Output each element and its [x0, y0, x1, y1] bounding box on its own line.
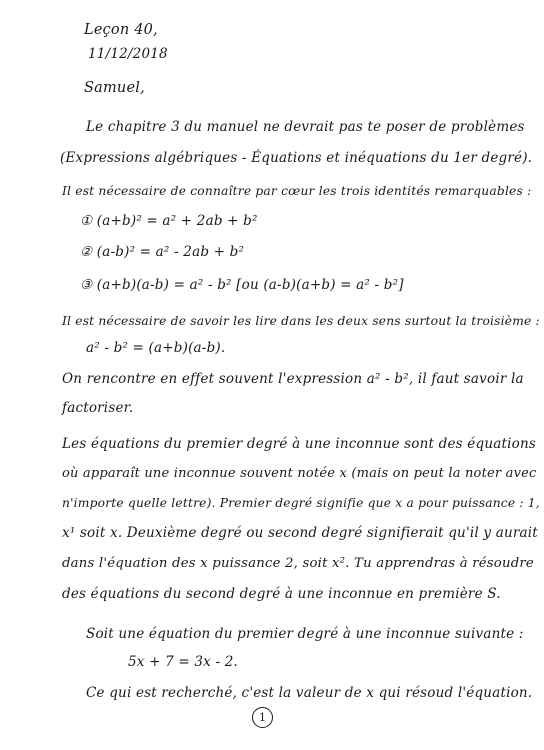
paragraph-4-line-1: Les équations du premier degré à une inconnue sont des équations: [62, 436, 536, 452]
paragraph-1-line-1: Le chapitre 3 du manuel ne devrait pas te poser de problèmes: [86, 119, 525, 135]
page-number-badge: 1: [252, 707, 273, 728]
paragraph-5-equation: 5x + 7 = 3x - 2.: [128, 654, 239, 670]
paragraph-4-line-5: dans l'équation des x puissance 2, soit x². Tu apprendras à résoudre: [62, 556, 534, 571]
paragraph-4-line-4: x¹ soit x. Deuxième degré ou second degré signifierait qu'il y aurait: [62, 525, 538, 541]
paragraph-5-line-3: Ce qui est recherché, c'est la valeur de x qui résoud l'équation.: [86, 685, 533, 701]
paragraph-3-line-4: factoriser.: [62, 400, 134, 416]
paragraph-3-formula: a² - b² = (a+b)(a-b).: [86, 340, 226, 356]
paragraph-3-line-3: On rencontre en effet souvent l'expression a² - b², il faut savoir la: [62, 371, 524, 387]
paragraph-5-line-1: Soit une équation du premier degré à une inconnue suivante :: [86, 626, 524, 642]
date: 11/12/2018: [88, 46, 168, 62]
paragraph-4-line-6: des équations du second degré à une inconnue en première S.: [62, 586, 501, 602]
paragraph-4-line-3: n'importe quelle lettre). Premier degré signifie que x a pour puissance : 1,: [62, 496, 540, 510]
identity-2: ② (a-b)² = a² - 2ab + b²: [80, 244, 245, 260]
lesson-heading: Leçon 40,: [84, 22, 158, 38]
greeting: Samuel,: [84, 80, 145, 96]
paragraph-4-line-2: où apparaît une inconnue souvent notée x (mais on peut la noter avec: [62, 466, 537, 481]
paragraph-1-line-2: (Expressions algébriques - Équations et inéquations du 1er degré).: [60, 150, 533, 166]
paragraph-3-line-1: Il est nécessaire de savoir les lire dans les deux sens surtout la troisième :: [62, 314, 540, 328]
identity-3: ③ (a+b)(a-b) = a² - b² [ou (a-b)(a+b) = a² - b²]: [80, 277, 404, 293]
paragraph-2-line-1: Il est nécessaire de connaître par cœur les trois identités remarquables :: [62, 184, 532, 198]
identity-1: ① (a+b)² = a² + 2ab + b²: [80, 213, 258, 229]
